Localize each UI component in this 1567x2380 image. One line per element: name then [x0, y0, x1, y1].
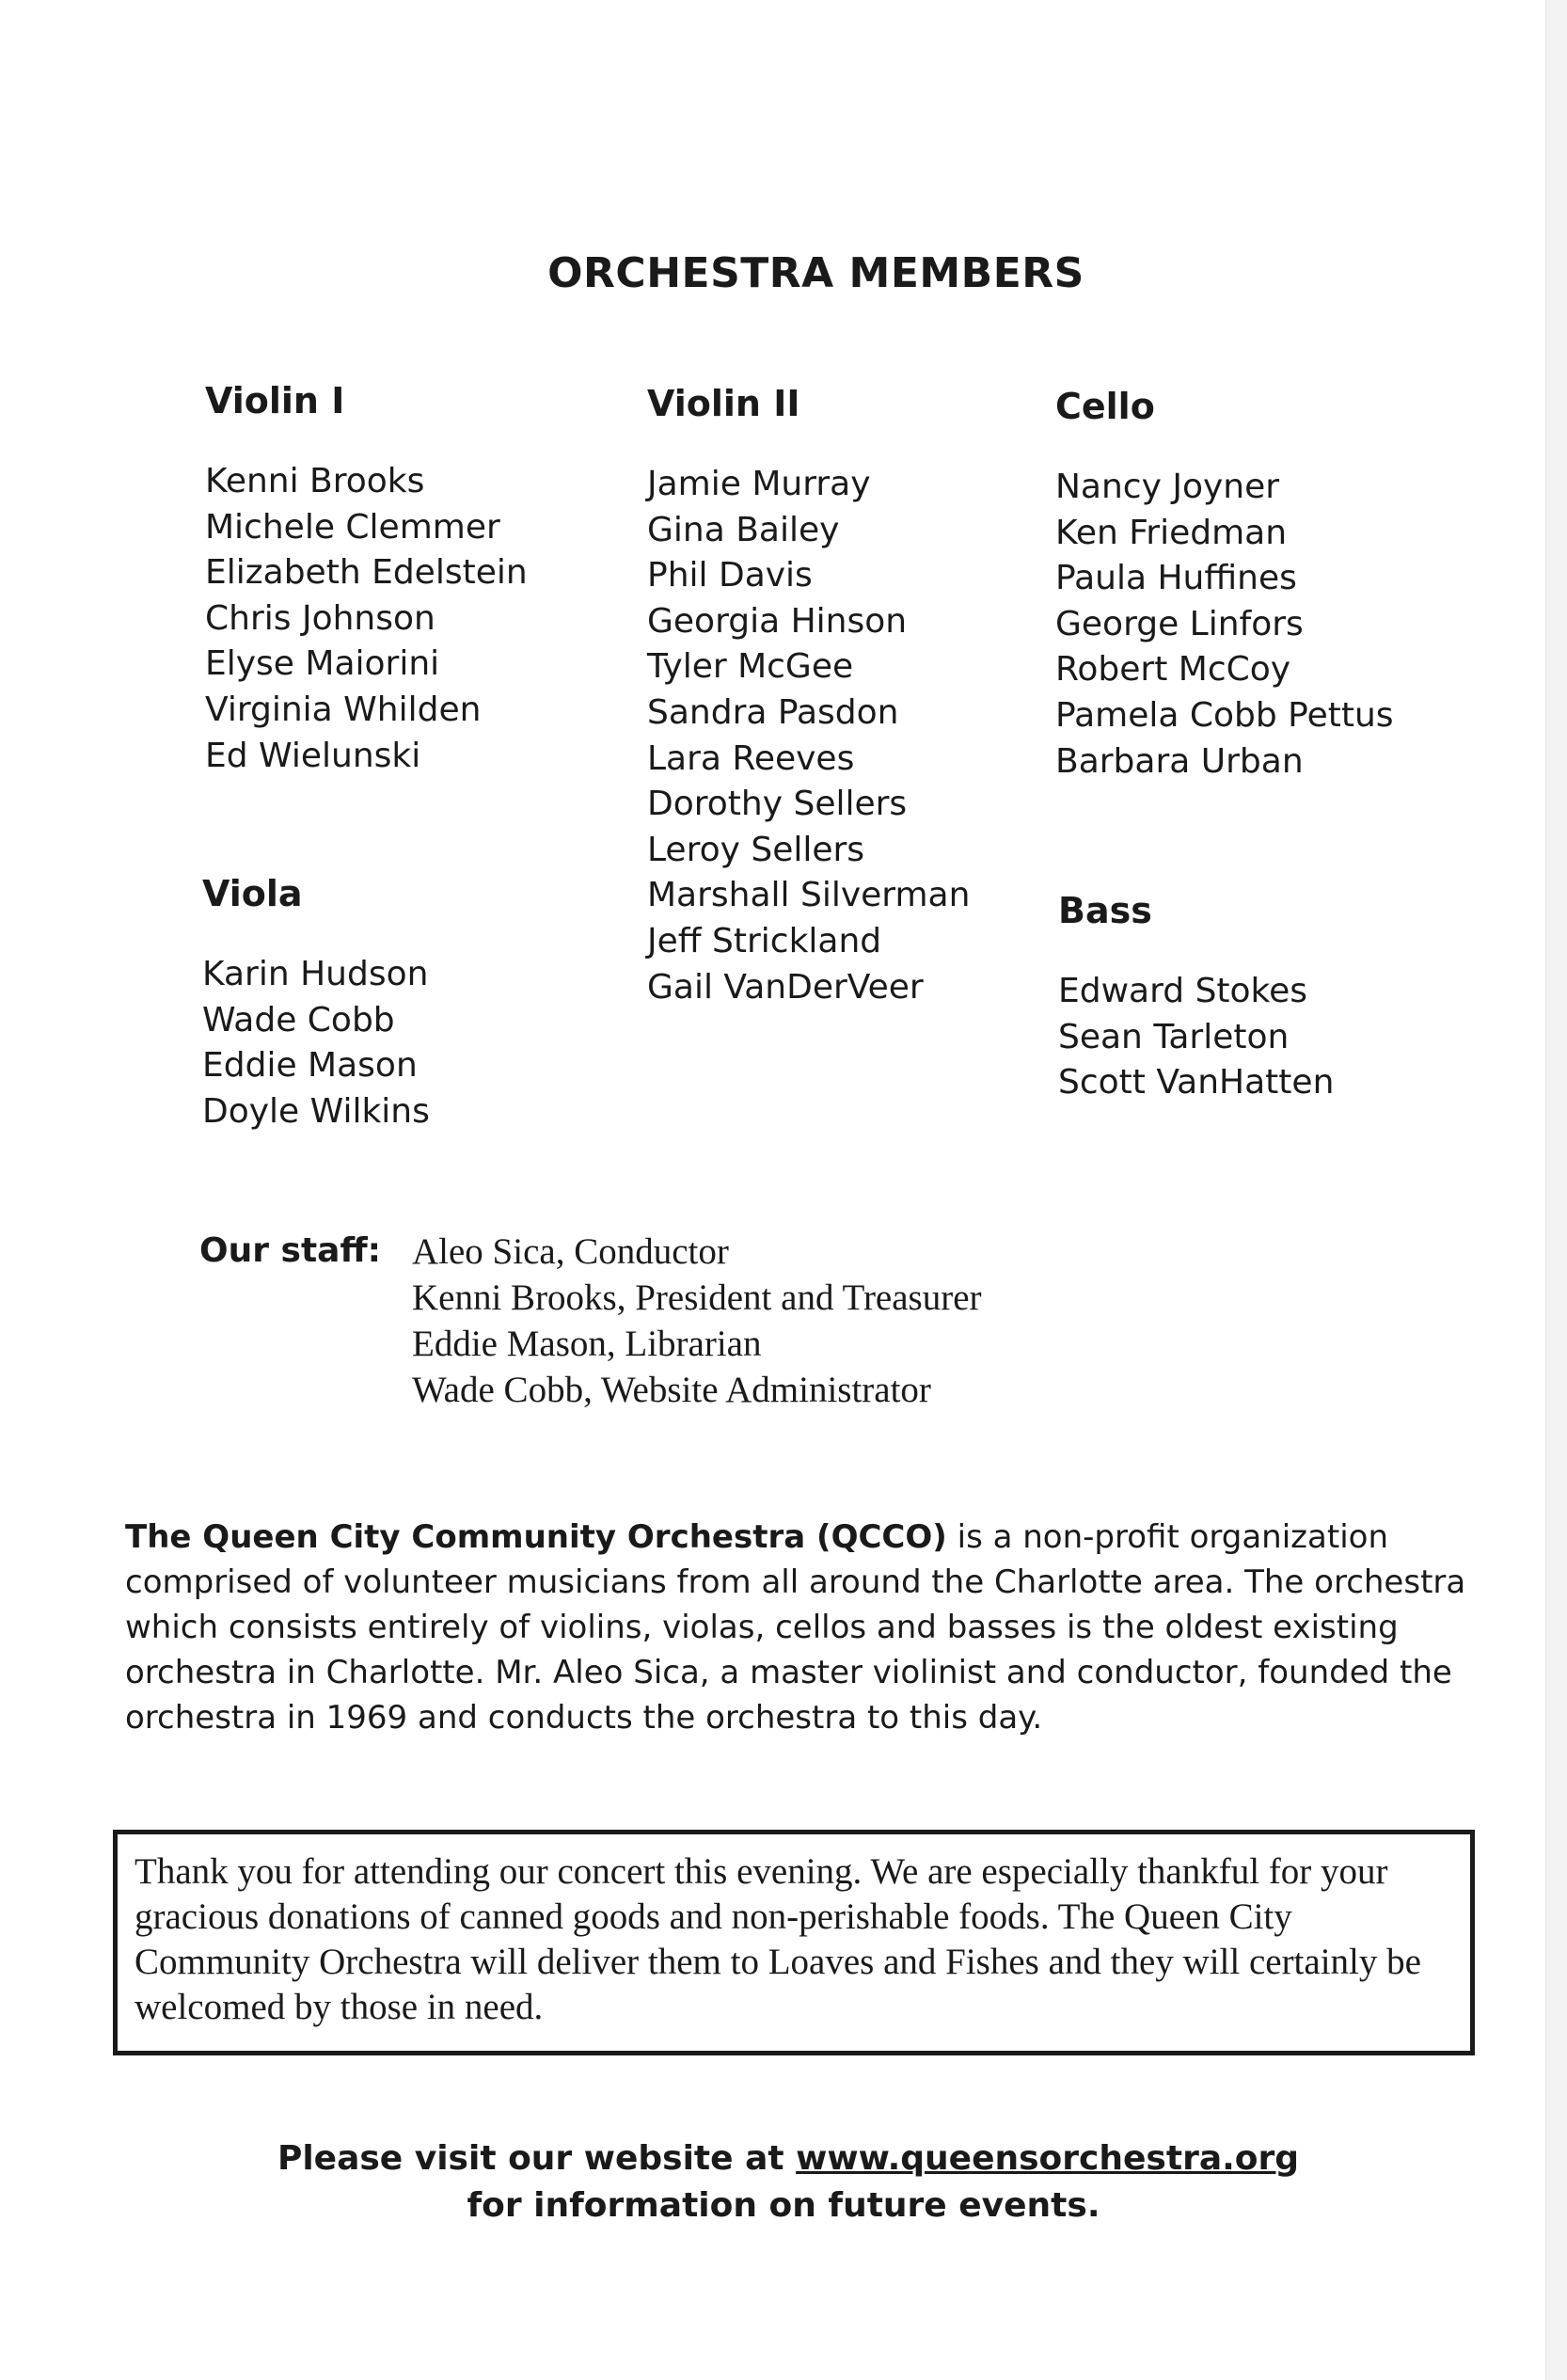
- section-heading-bass: Bass: [1058, 890, 1152, 931]
- member-name: Kenni Brooks: [205, 462, 425, 500]
- member-name: Michele Clemmer: [205, 507, 500, 547]
- member-list-bass: [1058, 969, 1334, 1106]
- member-name: Scott VanHatten: [1058, 1063, 1335, 1103]
- thank-you-box: [113, 1830, 1475, 2055]
- website-link[interactable]: www.queensorchestra.org: [796, 2139, 1300, 2178]
- section-violin-2: [647, 381, 970, 1010]
- thank-you-text: Thank you for attending our concert this evening. We are especially thankful for your gracious donations of canned goods and non-perishable foods. The Queen City Community Orchestra will deliver them to Loaves and Fishes and they will certainly be welcomed by those in need.: [135, 1851, 1421, 2027]
- section-heading-violin-2: Violin II: [647, 383, 800, 424]
- org-name: The Queen City Community Orchestra (QCCO): [125, 1518, 947, 1556]
- member-name: Lara Reeves: [647, 738, 855, 778]
- member-name: Karin Hudson: [202, 955, 429, 993]
- member-name: Sean Tarleton: [1058, 1017, 1290, 1056]
- member-list-viola: [202, 952, 430, 1134]
- member-name: Elyse Maiorini: [205, 644, 440, 684]
- website-suffix: for information on future events.: [467, 2186, 1100, 2225]
- section-cello: [1055, 384, 1394, 785]
- member-name: Sandra Pasdon: [647, 692, 899, 732]
- section-violin-1: [205, 378, 528, 779]
- staff-block: [199, 1229, 982, 1413]
- member-name: Georgia Hinson: [647, 601, 908, 641]
- member-name: Robert McCoy: [1055, 650, 1291, 690]
- member-name: Eddie Mason: [202, 1046, 418, 1086]
- member-name: Chris Johnson: [205, 598, 435, 638]
- member-name: Virginia Whilden: [205, 690, 482, 729]
- page-title: ORCHESTRA MEMBERS: [547, 249, 1084, 297]
- page-edge: [1545, 0, 1567, 2380]
- section-heading-violin-1: Violin I: [205, 380, 345, 421]
- member-name: Ken Friedman: [1055, 513, 1288, 552]
- member-name: Marshall Silverman: [647, 876, 971, 915]
- member-name: Gail VanDerVeer: [647, 967, 924, 1007]
- website-notice: [0, 2135, 1567, 2229]
- member-list-cello: [1055, 465, 1394, 785]
- member-name: Gina Bailey: [647, 510, 840, 549]
- section-heading-viola: Viola: [202, 873, 303, 914]
- member-name: Ed Wielunski: [205, 736, 421, 775]
- member-name: Wade Cobb: [202, 1000, 395, 1039]
- staff-entry: Eddie Mason, Librarian: [412, 1324, 762, 1364]
- staff-label: Our staff:: [199, 1231, 382, 1270]
- about-paragraph: [125, 1515, 1498, 1740]
- member-name: Pamela Cobb Pettus: [1055, 695, 1394, 735]
- member-name: Elizabeth Edelstein: [205, 553, 528, 593]
- section-heading-cello: Cello: [1055, 386, 1155, 427]
- member-name: Doyle Wilkins: [202, 1091, 430, 1131]
- member-name: Barbara Urban: [1055, 741, 1304, 781]
- member-name: Nancy Joyner: [1055, 468, 1280, 506]
- staff-entry: Wade Cobb, Website Administrator: [412, 1370, 931, 1410]
- member-name: Phil Davis: [647, 556, 813, 595]
- member-name: Jeff Strickland: [647, 921, 882, 960]
- member-name: Edward Stokes: [1058, 972, 1308, 1010]
- staff-entry: Aleo Sica, Conductor: [412, 1231, 729, 1272]
- section-viola: [202, 871, 430, 1134]
- member-name: Tyler McGee: [647, 647, 854, 687]
- member-list-violin-2: [647, 462, 970, 1010]
- staff-entry: Kenni Brooks, President and Treasurer: [412, 1277, 982, 1318]
- member-name: Leroy Sellers: [647, 830, 865, 869]
- member-list-violin-1: [205, 459, 528, 779]
- member-name: Paula Huffines: [1055, 559, 1297, 598]
- website-prefix: Please visit our website at: [277, 2139, 797, 2178]
- member-name: George Linfors: [1055, 604, 1304, 643]
- section-bass: [1058, 888, 1334, 1106]
- about-text: is a non-profit organization comprised of volunteer musicians from all around the Charlotte area. The orchestra which consists entirely of violins, violas, cellos and basses is the oldest existing orchestra in Charlotte. Mr. Aleo Sica, a master violinist and conductor, founded the orchestra in 1969 and conducts the orchestra to this day.: [125, 1518, 1466, 1737]
- member-name: Dorothy Sellers: [647, 785, 908, 824]
- member-name: Jamie Murray: [647, 465, 871, 503]
- staff-list: [412, 1229, 982, 1413]
